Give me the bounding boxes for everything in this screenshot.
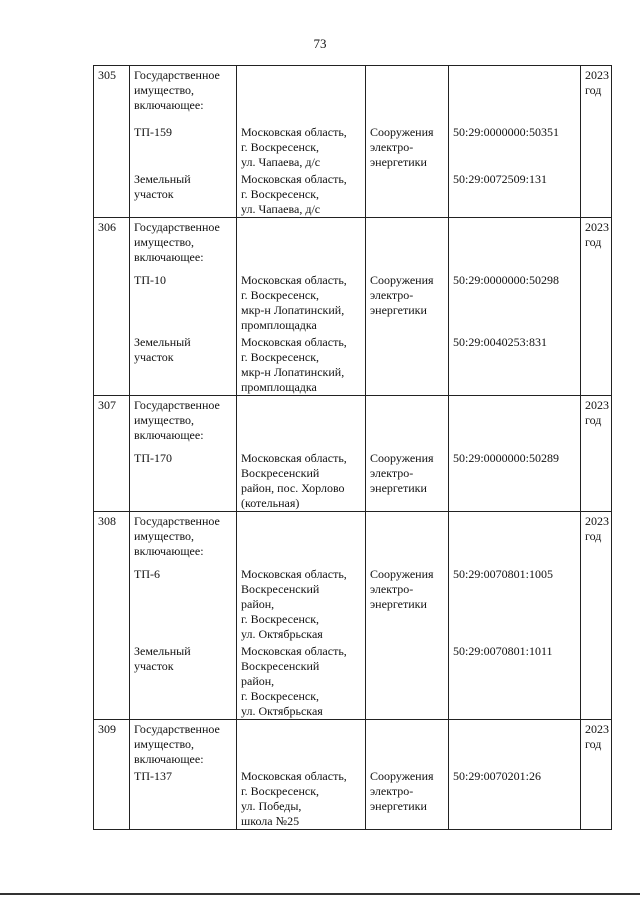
item-address-line: школа №25 xyxy=(241,814,300,828)
item-address xyxy=(237,271,366,333)
entry-header-row xyxy=(94,720,612,768)
entry-header-text-line: включающее: xyxy=(134,98,204,112)
item-address xyxy=(237,642,366,720)
entry-header-text-line: Государственное xyxy=(134,68,220,82)
item-purpose-line: энергетики xyxy=(370,303,427,317)
year-cell-line: год xyxy=(585,235,602,249)
item-name xyxy=(130,767,237,830)
item-purpose-line: энергетики xyxy=(370,155,427,169)
entry-header-row xyxy=(94,218,612,272)
entry-header-text xyxy=(130,512,237,566)
address-cell xyxy=(237,396,366,450)
address-cell xyxy=(237,512,366,566)
cadastral-cell xyxy=(449,720,581,768)
entry-header-text-line: Государственное xyxy=(134,722,220,736)
item-address xyxy=(237,333,366,396)
item-address-line: г. Воскресенск, xyxy=(241,612,320,626)
entry-header-text-line: Государственное xyxy=(134,514,220,528)
item-address xyxy=(237,565,366,642)
entry-item-row xyxy=(94,565,612,642)
item-address-line: ул. Чапаева, д/с xyxy=(241,155,321,169)
year-cell-line: 2023 xyxy=(585,68,609,82)
item-name xyxy=(130,565,237,642)
year-blank-cell xyxy=(581,642,612,720)
year-cell-line: год xyxy=(585,83,602,97)
item-address-line: г. Воскресенск, xyxy=(241,288,320,302)
item-purpose-line: электро- xyxy=(370,466,414,480)
number-blank-cell xyxy=(94,767,130,830)
cadastral-cell xyxy=(449,396,581,450)
entry-header-text-line: имущество, xyxy=(134,235,195,249)
scan-edge-line xyxy=(0,893,640,895)
entry-header-text xyxy=(130,66,237,124)
item-address-line: Московская область, xyxy=(241,273,347,287)
entry-header-text xyxy=(130,396,237,450)
item-name xyxy=(130,123,237,170)
entry-header-text-line: Государственное xyxy=(134,220,220,234)
item-name-line: участок xyxy=(134,187,174,201)
item-address-line: (котельная) xyxy=(241,496,300,510)
entry-header-text-line: включающее: xyxy=(134,250,204,264)
entry-item-row xyxy=(94,271,612,333)
item-name-line: Земельный xyxy=(134,644,191,658)
year-blank-cell xyxy=(581,767,612,830)
item-address-line: ул. Победы, xyxy=(241,799,302,813)
item-name-line: ТП-10 xyxy=(134,273,166,287)
page-number: 73 xyxy=(313,36,327,51)
item-cadastral-number: 50:29:0000000:50298 xyxy=(449,271,581,333)
entry-header-row xyxy=(94,512,612,566)
item-name xyxy=(130,642,237,720)
item-address-line: ул. Чапаева, д/с xyxy=(241,202,321,216)
item-name-line: Земельный xyxy=(134,172,191,186)
item-cadastral-number: 50:29:0070801:1005 xyxy=(449,565,581,642)
item-address-line: г. Воскресенск, xyxy=(241,689,320,703)
entry-number: 308 xyxy=(94,512,130,566)
entry-number: 306 xyxy=(94,218,130,272)
item-address-line: мкр-н Лопатинский, xyxy=(241,303,345,317)
item-purpose-line: энергетики xyxy=(370,481,427,495)
item-purpose-line: энергетики xyxy=(370,597,427,611)
item-cadastral-number: 50:29:0000000:50351 xyxy=(449,123,581,170)
item-cadastral-number: 50:29:0000000:50289 xyxy=(449,449,581,512)
entry-number: 309 xyxy=(94,720,130,768)
item-address-line: район, xyxy=(241,597,275,611)
entry-header-text-line: имущество, xyxy=(134,529,195,543)
number-blank-cell xyxy=(94,271,130,333)
item-purpose-line: электро- xyxy=(370,582,414,596)
entry-item-row xyxy=(94,642,612,720)
item-purpose-line: Сооружения xyxy=(370,451,434,465)
item-address xyxy=(237,767,366,830)
registry-body xyxy=(94,66,612,830)
year-cell-line: год xyxy=(585,413,602,427)
entry-header-text-line: включающее: xyxy=(134,544,204,558)
item-purpose xyxy=(366,449,449,512)
item-purpose-line: энергетики xyxy=(370,799,427,813)
entry-item-row xyxy=(94,767,612,830)
entry-item-row xyxy=(94,449,612,512)
entry-header-text-line: имущество, xyxy=(134,413,195,427)
year-cell-line: 2023 xyxy=(585,398,609,412)
item-address-line: г. Воскресенск, xyxy=(241,140,320,154)
year-blank-cell xyxy=(581,123,612,170)
entry-header-text-line: включающее: xyxy=(134,752,204,766)
entry-number: 307 xyxy=(94,396,130,450)
year-blank-cell xyxy=(581,565,612,642)
year-cell-line: 2023 xyxy=(585,220,609,234)
year-cell-line: год xyxy=(585,529,602,543)
number-blank-cell xyxy=(94,565,130,642)
purpose-cell xyxy=(366,396,449,450)
number-blank-cell xyxy=(94,333,130,396)
year-cell xyxy=(581,720,612,768)
number-blank-cell xyxy=(94,170,130,218)
item-address xyxy=(237,170,366,218)
item-name-line: ТП-6 xyxy=(134,567,160,581)
item-address-line: район, пос. Хорлово xyxy=(241,481,345,495)
year-blank-cell xyxy=(581,271,612,333)
item-address-line: Московская область, xyxy=(241,567,347,581)
item-purpose xyxy=(366,333,449,396)
item-name xyxy=(130,449,237,512)
item-purpose-line: электро- xyxy=(370,784,414,798)
item-purpose xyxy=(366,767,449,830)
year-blank-cell xyxy=(581,170,612,218)
item-purpose xyxy=(366,565,449,642)
item-purpose xyxy=(366,170,449,218)
entry-header-text-line: имущество, xyxy=(134,83,195,97)
number-blank-cell xyxy=(94,123,130,170)
item-address-line: Московская область, xyxy=(241,451,347,465)
year-cell xyxy=(581,396,612,450)
item-purpose xyxy=(366,123,449,170)
entry-number: 305 xyxy=(94,66,130,124)
item-purpose xyxy=(366,271,449,333)
item-address-line: ул. Октябрьская xyxy=(241,627,323,641)
entry-item-row xyxy=(94,170,612,218)
item-address-line: Московская область, xyxy=(241,335,347,349)
purpose-cell xyxy=(366,218,449,272)
entry-header-text-line: включающее: xyxy=(134,428,204,442)
item-name-line: Земельный xyxy=(134,335,191,349)
entry-header-text xyxy=(130,720,237,768)
entry-header-text-line: Государственное xyxy=(134,398,220,412)
year-cell xyxy=(581,218,612,272)
number-blank-cell xyxy=(94,642,130,720)
item-address-line: Воскресенский xyxy=(241,466,320,480)
item-address-line: район, xyxy=(241,674,275,688)
item-name xyxy=(130,170,237,218)
year-cell xyxy=(581,66,612,124)
year-cell xyxy=(581,512,612,566)
item-address-line: мкр-н Лопатинский, xyxy=(241,365,345,379)
item-purpose xyxy=(366,642,449,720)
item-cadastral-number: 50:29:0070201:26 xyxy=(449,767,581,830)
entry-item-row xyxy=(94,333,612,396)
item-address-line: Воскресенский xyxy=(241,659,320,673)
item-address-line: Московская область, xyxy=(241,172,347,186)
item-name-line: ТП-170 xyxy=(134,451,172,465)
item-address-line: Московская область, xyxy=(241,125,347,139)
item-address xyxy=(237,123,366,170)
item-purpose-line: Сооружения xyxy=(370,567,434,581)
item-address xyxy=(237,449,366,512)
item-address-line: Московская область, xyxy=(241,644,347,658)
item-purpose-line: Сооружения xyxy=(370,125,434,139)
item-purpose-line: электро- xyxy=(370,140,414,154)
cadastral-cell xyxy=(449,512,581,566)
item-name xyxy=(130,271,237,333)
item-purpose-line: Сооружения xyxy=(370,769,434,783)
year-cell-line: 2023 xyxy=(585,722,609,736)
item-purpose-line: электро- xyxy=(370,288,414,302)
item-address-line: г. Воскресенск, xyxy=(241,350,320,364)
item-address-line: Воскресенский xyxy=(241,582,320,596)
address-cell xyxy=(237,218,366,272)
number-blank-cell xyxy=(94,449,130,512)
entry-header-text xyxy=(130,218,237,272)
item-name-line: участок xyxy=(134,659,174,673)
item-name-line: ТП-159 xyxy=(134,125,172,139)
entry-item-row xyxy=(94,123,612,170)
purpose-cell xyxy=(366,720,449,768)
purpose-cell xyxy=(366,66,449,124)
item-cadastral-number: 50:29:0072509:131 xyxy=(449,170,581,218)
item-address-line: ул. Октябрьская xyxy=(241,704,323,718)
address-cell xyxy=(237,720,366,768)
year-blank-cell xyxy=(581,333,612,396)
item-address-line: г. Воскресенск, xyxy=(241,187,320,201)
entry-header-row xyxy=(94,66,612,124)
item-address-line: промплощадка xyxy=(241,380,317,394)
item-cadastral-number: 50:29:0070801:1011 xyxy=(449,642,581,720)
entry-header-row xyxy=(94,396,612,450)
property-registry-table xyxy=(93,65,612,830)
address-cell xyxy=(237,66,366,124)
item-address-line: промплощадка xyxy=(241,318,317,332)
cadastral-cell xyxy=(449,66,581,124)
purpose-cell xyxy=(366,512,449,566)
year-cell-line: 2023 xyxy=(585,514,609,528)
cadastral-cell xyxy=(449,218,581,272)
item-purpose-line: Сооружения xyxy=(370,273,434,287)
item-address-line: Московская область, xyxy=(241,769,347,783)
year-blank-cell xyxy=(581,449,612,512)
year-cell-line: год xyxy=(585,737,602,751)
item-name-line: участок xyxy=(134,350,174,364)
item-name-line: ТП-137 xyxy=(134,769,172,783)
item-address-line: г. Воскресенск, xyxy=(241,784,320,798)
entry-header-text-line: имущество, xyxy=(134,737,195,751)
item-name xyxy=(130,333,237,396)
item-cadastral-number: 50:29:0040253:831 xyxy=(449,333,581,396)
